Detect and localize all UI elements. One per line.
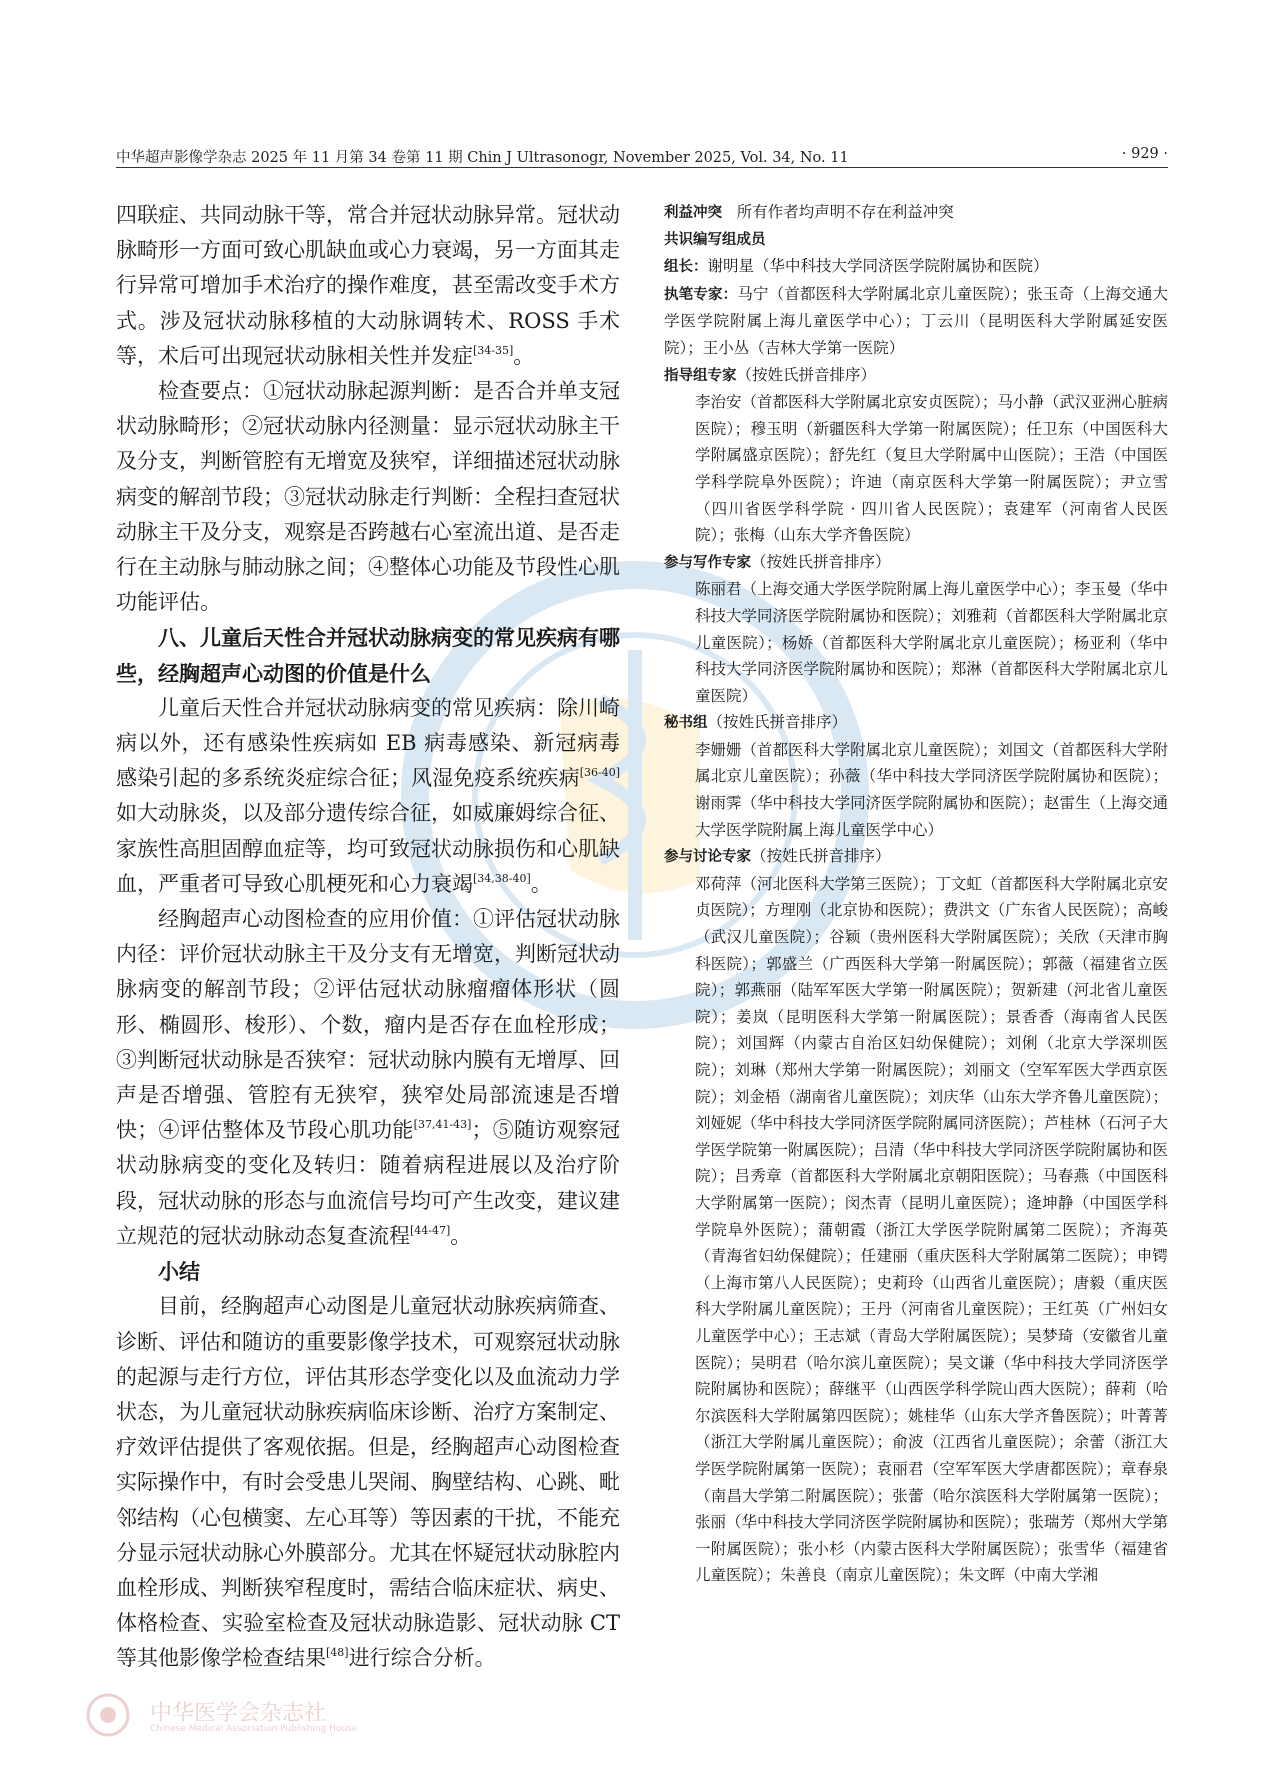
publisher-name-en: Chinese Medical Association Publishing House [150, 1724, 358, 1734]
secretary-group-title: 秘书组（按姓氏拼音排序） [664, 713, 848, 732]
citation-ref: [34,38-40] [473, 871, 531, 885]
group-leader: 组长：谢明星（华中科技大学同济医学院附属协和医院） [664, 257, 1049, 276]
paragraph: 经胸超声心动图检查的应用价值：①评估冠状动脉内径：评价冠状动脉主干及分支有无增宽，判断冠状动脉病变的解剖节段；②评估冠状动脉瘤瘤体形状（圆形、椭圆形、梭形）、个数，瘤内是否存在血栓形成；③判断冠状动脉是否狭窄：冠状动脉内膜有无增厚、回声是否增强、管腔有无狭窄，狭窄处局部流速是否增快；④评估整体及节段心肌功能[37,41-43]；⑤随访观察冠状动脉病变的变化及转归：随着病程进展以及治疗阶段，冠状动脉的形态与血流信号均可产生改变，建议建立规范的冠状动脉动态复查流程[44-47]。 [116, 907, 621, 1248]
guide-group-title: 指导组专家（按姓氏拼音排序） [664, 365, 877, 384]
writing-group-title: 参与写作专家（按姓氏拼音排序） [664, 552, 891, 571]
citation-ref: [44-47] [410, 1223, 451, 1237]
running-header [116, 140, 1168, 168]
discussion-group-title: 参与讨论专家（按姓氏拼音排序） [664, 847, 891, 866]
paragraph: 目前，经胸超声心动图是儿童冠状动脉疾病筛查、诊断、评估和随访的重要影像学技术，可观察冠状动脉的起源与走行方位，评估其形态学变化以及血流动力学状态，为儿童冠状动脉疾病临床诊断、治疗方案制定、疗效评估提供了客观依据。但是，经胸超声心动图检查实际操作中，有时会受患儿哭闹、胸壁结构、心跳、毗邻结构（心包横窦、左心耳等）等因素的干扰，不能充分显示冠状动脉心外膜部分。尤其在怀疑冠状动脉腔内血栓形成、判断狭窄程度时，需结合临床症状、病史、体格检查、实验室检查及冠状动脉造影、冠状动脉 CT 等其他影像学检查结果[48]进行综合分析。 [116, 1294, 620, 1671]
left-column [116, 198, 620, 1677]
discussion-group-members: 邓荷萍（河北医科大学第三医院）；丁文虹（首都医科大学附属北京安贞医院）；方理刚（北京协和医院）；费洪文（广东省人民医院）；高峻（武汉儿童医院）；谷颖（贵州医科大学附属医院）；关欣（天津市胸科医院）；郭盛兰（广西医科大学第一附属医院）；郭薇（福建省立医院）；郭燕丽（陆军军医大学第一附属医院）；贺新建（河北省儿童医院）；姜岚（昆明医科大学第一附属医院）；景香香（海南省人民医院）；刘国辉（内蒙古自治区妇幼保健院）；刘俐（北京大学深圳医院）；刘琳（郑州大学第一附属医院）；刘丽文（空军军医大学西京医院）；刘金梧（湖南省儿童医院）；刘庆华（山东大学齐鲁儿童医院）；刘娅妮（华中科技大学同济医学院附属同济医院）；芦桂林（石河子大学医学院第一附属医院）；吕清（华中科技大学同济医学院附属协和医院）；吕秀章（首都医科大学附属北京朝阳医院）；马春燕（中国医科大学附属第一医院）；闵杰青（昆明儿童医院）；逄坤静（中国医学科学院阜外医院）；蒲朝霞（浙江大学医学院附属第二医院）；齐海英（青海省妇幼保健院）；任建丽（重庆医科大学附属第二医院）；申锷（上海市第八人民医院）；史莉玲（山西省儿童医院）；唐毅（重庆医科大学附属儿童医院）；王丹（河南省儿童医院）；王红英（广州妇女儿童医学中心）；王志斌（青岛大学附属医院）；吴梦琦（安徽省儿童医院）；吴明君（哈尔滨儿童医院）；吴文谦（华中科技大学同济医学院附属协和医院）；薛继平（山西医学科学院山西大医院）；薛莉（哈尔滨医科大学附属第四医院）；姚桂华（山东大学齐鲁医院）；叶菁菁（浙江大学附属儿童医院）；俞波（江西省儿童医院）；余蕾（浙江大学医学院附属第一医院）；袁丽君（空军军医大学唐都医院）；章春泉（南昌大学第二附属医院）；张蕾（哈尔滨医科大学附属第一医院）；张丽（华中科技大学同济医学院附属协和医院）；张瑞芳（郑州大学第一附属医院）；张小杉（内蒙古医科大学附属医院）；张雪华（福建省儿童医院）；朱善良（南京儿童医院）；朱文晖（中南大学湘 [695, 874, 1168, 1585]
paragraph: 四联症、共同动脉干等，常合并冠状动脉异常。冠状动脉畸形一方面可致心肌缺血或心力衰竭，另一方面其走行异常可增加手术治疗的操作难度，甚至需改变手术方式。涉及冠状动脉移植的大动脉调转术、ROSS 手术等，术后可出现冠状动脉相关性并发症[34-35]。 [116, 203, 620, 368]
paragraph: 检查要点：①冠状动脉起源判断：是否合并单支冠状动脉畸形；②冠状动脉内径测量：显示冠状动脉主干及分支，判断管腔有无增宽及狭窄，详细描述冠状动脉病变的解剖节段；③冠状动脉走行判断：全程扫查冠状动脉主干及分支，观察是否跨越右心室流出道、是否走行在主动脉与肺动脉之间；④整体心功能及节段性心肌功能评估。 [116, 379, 620, 615]
secretary-group-members: 李姗姗（首都医科大学附属北京儿童医院）；刘国文（首都医科大学附属北京儿童医院）；孙薇（华中科技大学同济医学院附属协和医院）；谢雨霁（华中科技大学同济医学院附属协和医院）；赵雷生（上海交通大学医学院附属上海儿童医学中心） [695, 740, 1168, 839]
paragraph: 儿童后天性合并冠状动脉病变的常见疾病：除川崎病以外，还有感染性疾病如 EB 病毒感染、新冠病毒感染引起的多系统炎症综合征；风湿免疫系统疾病[36-40]如大动脉炎，以及部分遗传综合征，如威廉姆综合征、家族性高胆固醇血症等，均可致冠状动脉损伤和心肌缺血，严重者可导致心肌梗死和心力衰竭[34,38-40]。 [116, 695, 620, 896]
right-column [664, 199, 1168, 1589]
guide-group-members: 李治安（首都医科大学附属北京安贞医院）；马小静（武汉亚洲心脏病医院）；穆玉明（新疆医科大学第一附属医院）；任卫东（中国医科大学附属盛京医院）；舒先红（复旦大学附属中山医院）；王浩（中国医学科学院阜外医院）；许迪（南京医科大学第一附属医院）；尹立雪（四川省医学科学院 · 四川省人民医院）；袁建军（河南省人民医院）；张梅（山东大学齐鲁医院） [695, 393, 1168, 545]
citation-ref: [37,41-43] [413, 1118, 472, 1132]
publisher-watermark [80, 1690, 640, 1740]
writing-group-members: 陈丽君（上海交通大学医学院附属上海儿童医学中心）；李玉曼（华中科技大学同济医学院附属协和医院）；刘雅莉（首都医科大学附属北京儿童医院）；杨娇（首都医科大学附属北京儿童医院）；杨亚利（华中科技大学同济医学院附属协和医院）；郑淋（首都医科大学附属北京儿童医院） [695, 580, 1168, 705]
citation-ref: [36-40] [579, 766, 620, 780]
citation-ref: [48] [326, 1646, 349, 1660]
header-rule [116, 167, 1168, 168]
citation-ref: [34-35] [473, 343, 514, 357]
group-title: 共识编写组成员 [664, 231, 766, 248]
section-heading: 八、儿童后天性合并冠状动脉病变的常见疾病有哪些，经胸超声心动图的价值是什么 [116, 625, 620, 686]
conflict-of-interest: 利益冲突 所有作者均声明不存在利益冲突 [664, 203, 954, 221]
writing-experts: 执笔专家：马宁（首都医科大学附属北京儿童医院）；张玉奇（上海交通大学医学院附属上海儿童医学中心）；丁云川（昆明医科大学附属延安医院）；王小丛（吉林大学第一医院） [664, 284, 1168, 357]
page-number: · 929 · [1121, 146, 1168, 162]
publisher-logo-icon [80, 1690, 136, 1740]
journal-citation: 中华超声影像学杂志 2025 年 11 月第 34 卷第 11 期 Chin J Ultrasonogr, November 2025, Vol. 34, No. 11 [116, 150, 849, 166]
publisher-name: 中华医学会杂志社 [150, 1701, 327, 1726]
summary-heading: 小结 [158, 1259, 200, 1285]
